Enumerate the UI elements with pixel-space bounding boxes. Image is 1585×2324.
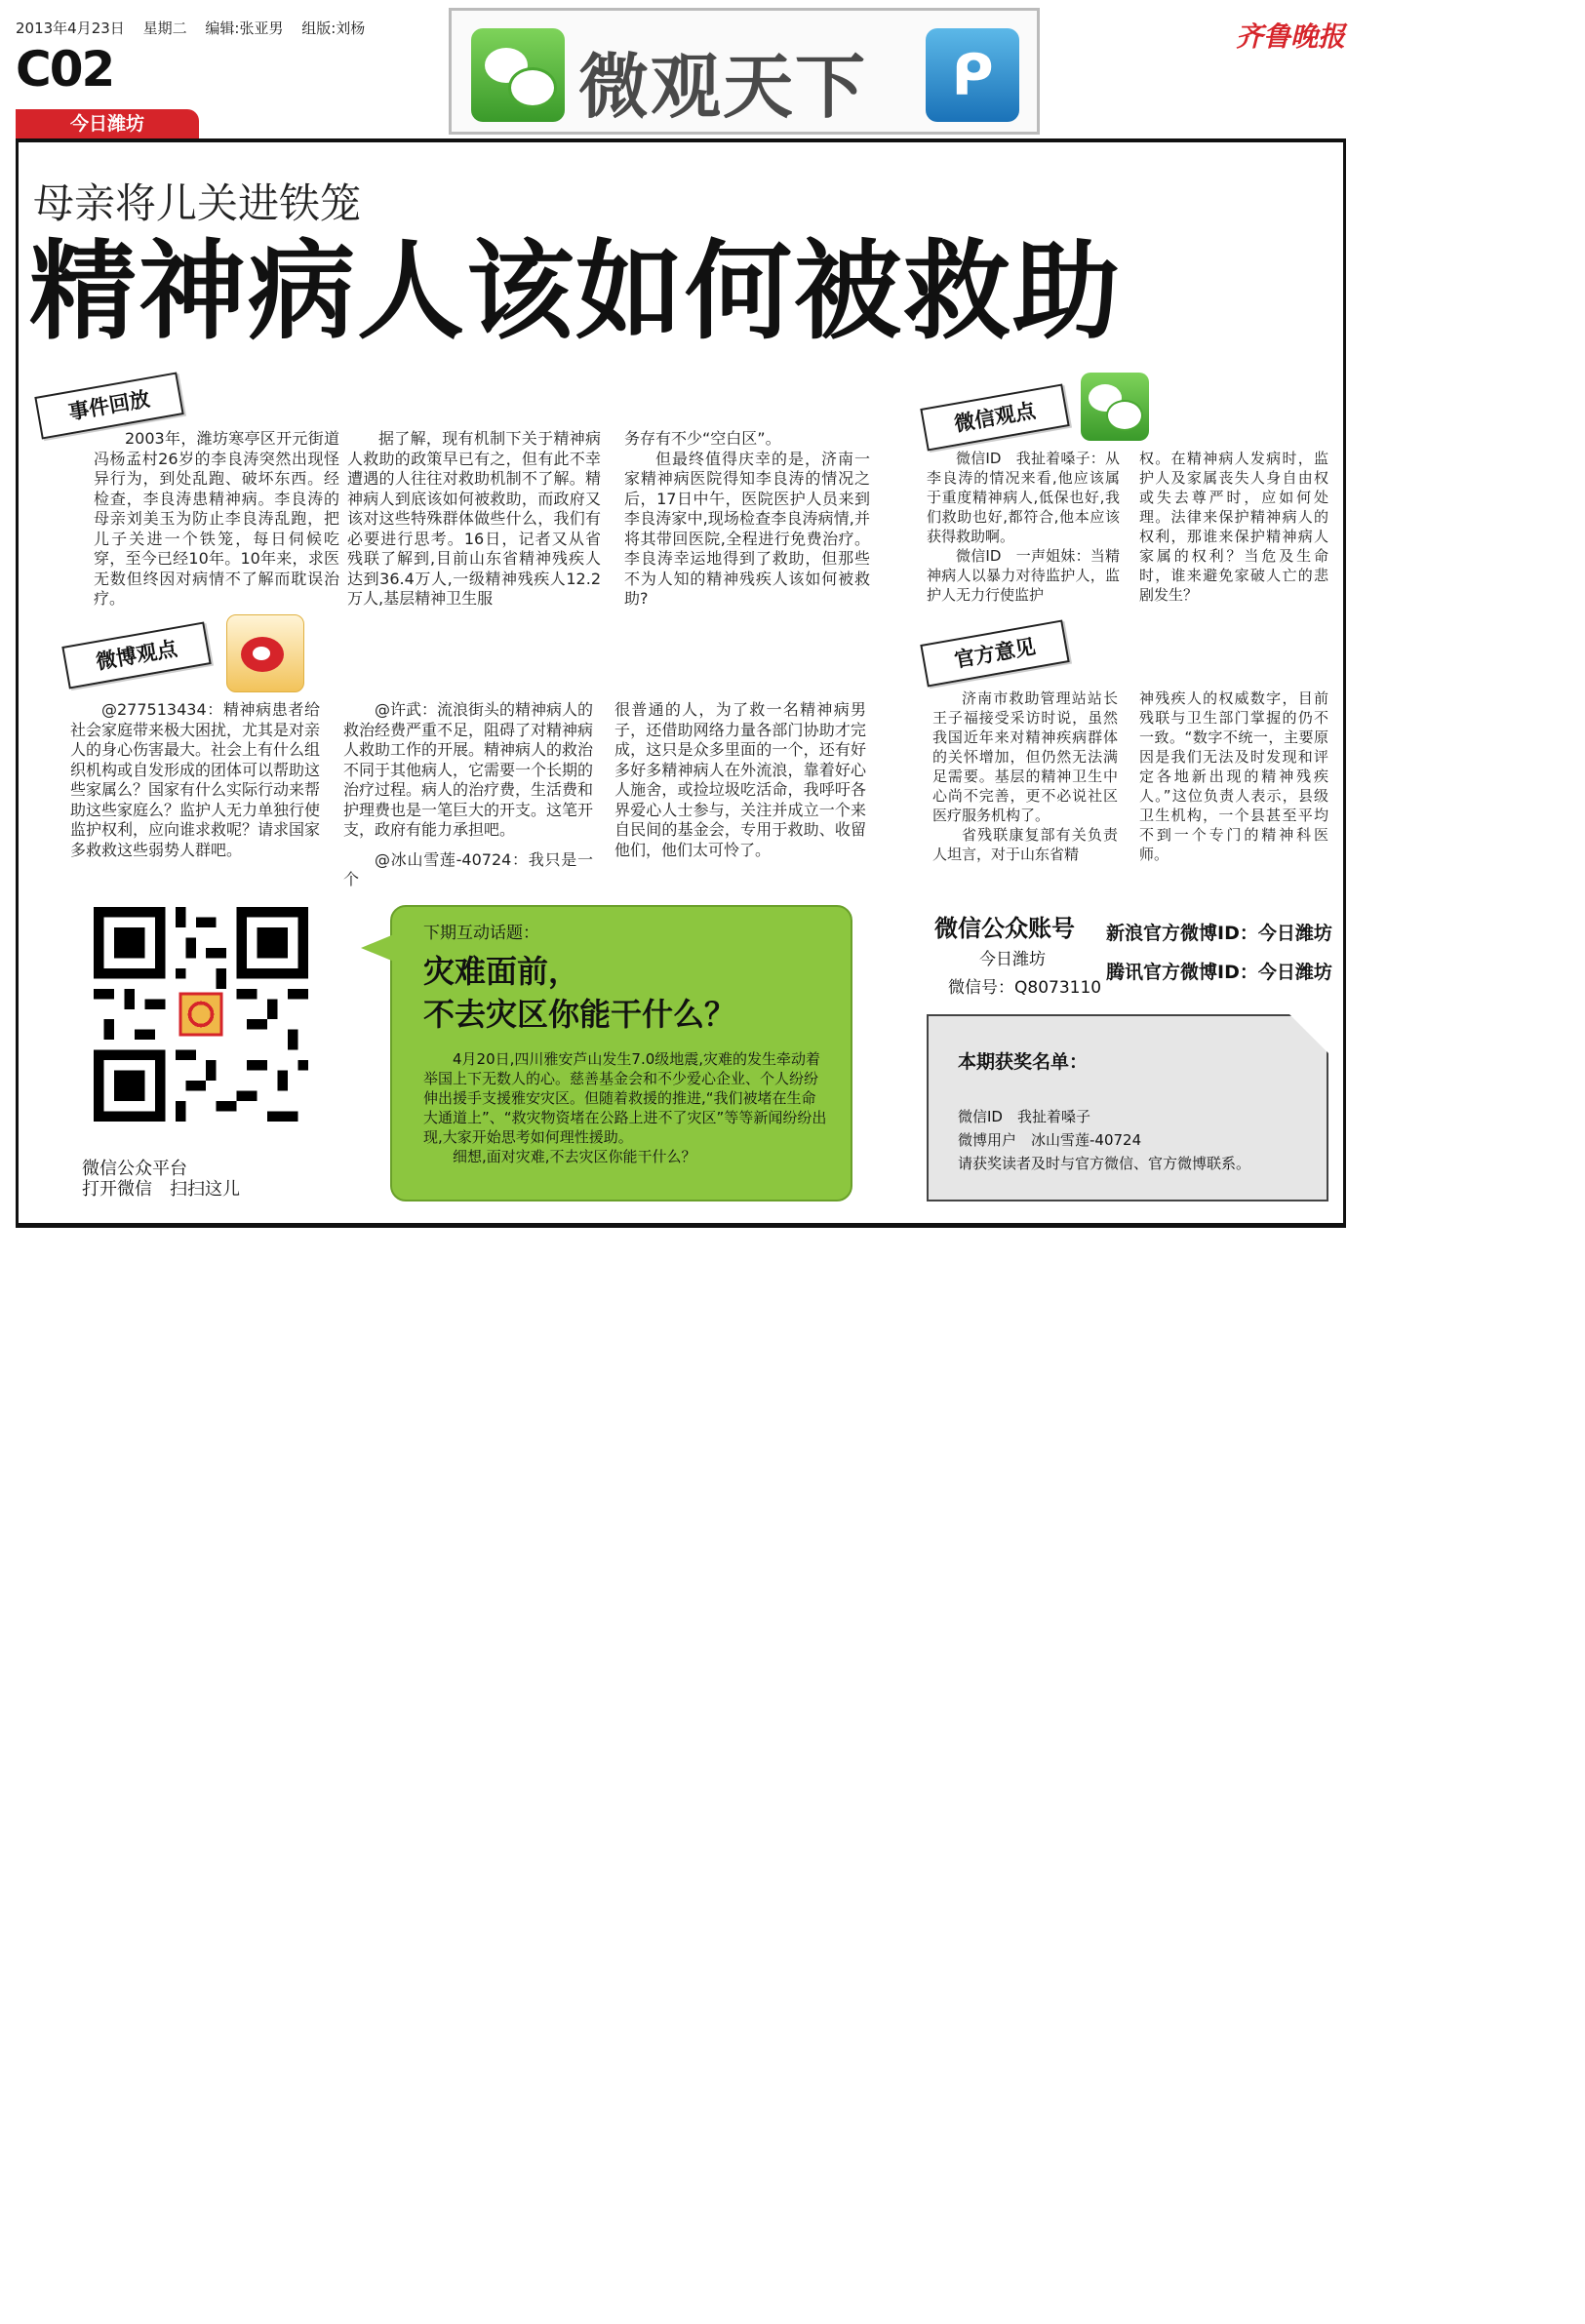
wechat-logo-icon	[471, 28, 565, 122]
official-col-1: 济南市救助管理站站长王子福接受采访时说，虽然我国近年来对精神疾病群体的关怀增加，但仍然无法满足需要。基层的精神卫生中心尚不完善，更不必说社区医疗服务机构了。 省残联康复部有关负责人坦言，对于山东省精	[932, 689, 1118, 863]
weibo-col-1: @2775134​34：精神病患者给社会家庭带来极大困扰，尤其是对亲人的身心伤害最大。社会上有什么组织机构或自发形成的团体可以帮助这些家属么？国家有什么实际行动来帮助这些家庭么？监护人无力单独行使监护权利，应向谁求救呢？请求国家多救救这些弱势人群吧。	[70, 700, 321, 859]
prize-line-2: 微博用户 冰山雪莲-40724	[958, 1131, 1142, 1149]
page-number: C02	[16, 41, 114, 98]
prize-line-3: 请获奖读者及时与官方微信、官方微博联系。	[958, 1155, 1251, 1172]
tag-event-replay: 事件回放	[34, 372, 183, 439]
wechat-col-2: 权。在精神病人发病时，监护人及家属丧失人身自由权或失去尊严时，应如何处理。法律来保护精神病人的权利，那谁来保护精神病人家属的权利？当危及生命时，谁来避免家破人亡的悲剧发生？	[1139, 450, 1328, 604]
article-kicker: 母亲将儿关进铁笼	[33, 179, 362, 227]
wechat-col-1: 微信ID 我扯着嗓子：从李良涛的情况来看,他应该属于重度精神病人,低保也好,我们救助也好,都符合,他本应该获得救助啊。 微信ID 一声姐妹：当精神病人以暴力对待监护人，监护人无力行使监护	[927, 450, 1120, 604]
accounts-name: 今日潍坊	[979, 950, 1046, 969]
prize-winners-box	[927, 1014, 1328, 1201]
wechat-view-icon	[1081, 373, 1149, 441]
page-header-meta	[16, 18, 378, 38]
weibo-logo-icon	[226, 614, 304, 692]
weibo-col-2: @许武：流浪街头的精神病人的救治经费严重不足，阻碍了对精神病人救助工作的开展。精神病人的救治不同于其他病人，它需要一个长期的治疗过程。病人的治疗费，生活费和护理费也是一笔巨大的开支。这笔开支，政府有能力承担吧。 @冰山雪莲-40724：我只是一个	[343, 700, 594, 888]
issue-date: 2013年4月23日	[16, 20, 125, 37]
official-col-2: 神残疾人的权威数字，目前残联与卫生部门掌握的仍不一致。“数字不统一，主要原因是我们无法及时发现和评定各地新出现的精神残疾人。”这位负责人表示，县级卫生机构，一个县甚至平均不到一个专门的精神科医师。	[1139, 689, 1328, 863]
event-col-1: 2003年，潍坊寒亭区开元街道冯杨孟村26岁的李良涛突然出现怪异行为，到处乱跑、破坏东西。经检查，李良涛患精神病。李良涛的母亲刘美玉为防止李良涛乱跑，把儿子关进一个铁笼，每日伺候吃穿，至今已经10年。10年来，求医无数但终因对病情不了解而耽误治疗。	[94, 429, 339, 608]
event-col-3: 务存有不少“空白区”。 但最终值得庆幸的是，济南一家精神病医院得知李良涛的情况之后，17日中午，医院医护人员来到李良涛家中,现场检查李良涛病情,并将其带回医院,全程进行免费治疗。李良涛幸运地得到了救助，但那些不为人知的精神残疾人该如何被救助?	[624, 429, 870, 608]
next-topic-label: 下期互动话题：	[423, 924, 539, 943]
newspaper-name: 齐鲁晚报	[1235, 20, 1345, 53]
official-accounts	[934, 909, 1344, 998]
prize-line-1: 微信ID 我扯着嗓子	[958, 1108, 1090, 1125]
section-tab: 今日潍坊	[16, 109, 199, 138]
weibo-col-3: 很普通的人，为了救一名精神病男子，还借助网络力量各部门协助才完成，这只是众多里面的一个，还有好多好多精神病人在外流浪，靠着好心人施舍，或捡垃圾吃活命，我呼吁各界爱心人士参与，关注并成立一个来自民间的基金会，专用于救助、收留他们，他们太可怜了。	[614, 700, 866, 859]
layout-credit: 组版:刘杨	[301, 20, 366, 37]
tag-weibo-view: 微博观点	[61, 621, 211, 689]
next-topic-title: 灾难面前， 不去灾区你能干什么？	[423, 953, 736, 1033]
qq-logo-icon: ᑭ	[926, 28, 1019, 122]
tencent-weibo-id: 腾讯官方微博ID：今日潍坊	[1106, 962, 1332, 983]
issue-weekday: 星期二	[142, 20, 187, 37]
qr-caption-line-2: 打开微信 扫扫这儿	[82, 1179, 240, 1200]
event-col-2: 据了解，现有机制下关于精神病人救助的政策早已有之，但有此不幸遭遇的人往往对救助机制不了解。精神病人到底该如何被救助，而政府又该对这些特殊群体做些什么，我们有必要进行思考。16日，记者又从省残联了解到,目前山东省精神残疾人达到36.4万人,一级精神残疾人12.2万人,基层精神卫生服	[347, 429, 601, 608]
article-headline: 精神病人该如何被救助	[29, 229, 1122, 354]
qr-caption-line-1: 微信公众平台	[82, 1159, 187, 1179]
tag-wechat-view: 微信观点	[920, 383, 1069, 451]
banner	[449, 8, 1040, 135]
next-topic-bubble	[390, 905, 852, 1201]
accounts-title: 微信公众账号	[934, 915, 1075, 942]
tag-official-view: 官方意见	[920, 619, 1069, 687]
banner-title: 微观天下	[578, 45, 868, 128]
prize-title: 本期获奖名单：	[958, 1051, 1089, 1073]
qr-caption	[82, 1159, 240, 1200]
accounts-wechat-id: 微信号：Q8073110	[948, 978, 1102, 998]
editor-credit: 编辑:张亚男	[205, 20, 284, 37]
qr-code-icon	[94, 907, 308, 1122]
sina-weibo-id: 新浪官方微博ID：今日潍坊	[1106, 923, 1332, 944]
next-topic-body: 4月20日,四川雅安芦山发生7.0级地震,灾难的发生牵动着举国上下无数人的心。慈善基金会和不少爱心企业、个人纷纷伸出援手支援雅安灾区。但随着救援的推进,“我们被堵在生命大通道上”、“救灾物资堵在公路上进不了灾区”等等新闻纷纷出现,大家开始思考如何理性援助。 细想,面对灾难,不去灾区你能干什么？	[423, 1050, 827, 1165]
